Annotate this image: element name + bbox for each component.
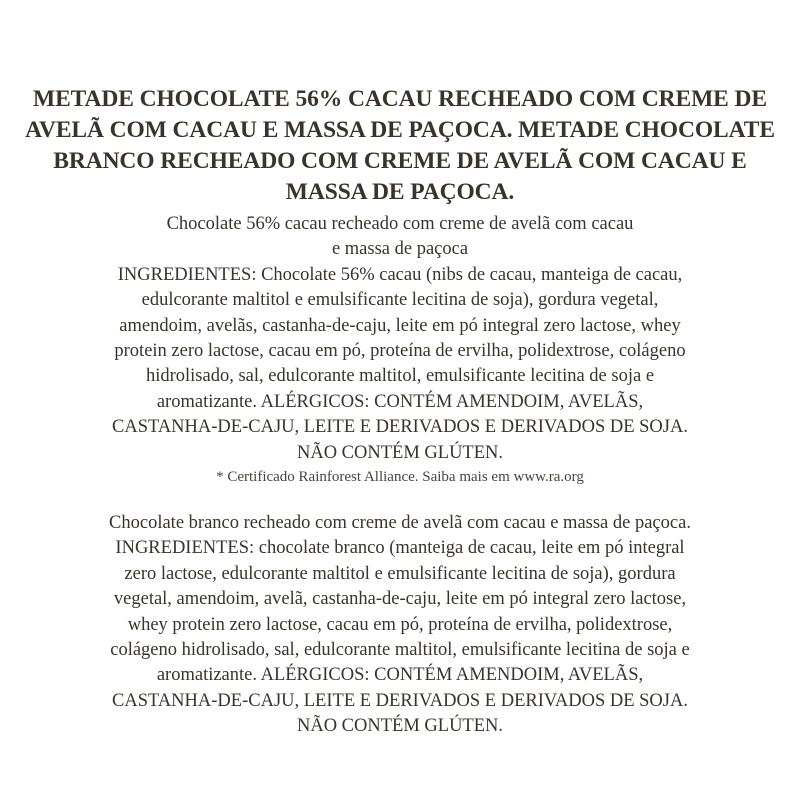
ingredient-line: INGREDIENTES: Chocolate 56% cacau (nibs de cacau, manteiga de cacau, bbox=[117, 264, 683, 285]
allergen-line: aromatizante. ALÉRGICOS: CONTÉM AMENDOIM, AVELÃS, bbox=[156, 665, 644, 686]
ingredient-line: hidrolisado, sal, edulcorante maltitol, emulsificante lecitina de soja e bbox=[145, 366, 655, 387]
dark-chocolate-ingredients bbox=[20, 212, 780, 488]
allergen-line: CASTANHA-DE-CAJU, LEITE E DERIVADOS E DERIVADOS DE SOJA. bbox=[112, 417, 688, 438]
certification-note: * Certificado Rainforest Alliance. Saiba mais em www.ra.org bbox=[216, 469, 584, 486]
ingredient-line: zero lactose, edulcorante maltitol e emulsificante lecitina de soja), gordura bbox=[124, 563, 676, 584]
headline-line: METADE CHOCOLATE 56% CACAU RECHEADO COM CREME DE bbox=[33, 86, 767, 112]
ingredient-line: vegetal, amendoim, avelã, castanha-de-caju, leite em pó integral zero lactose, bbox=[113, 589, 687, 610]
allergen-line: aromatizante. ALÉRGICOS: CONTÉM AMENDOIM, AVELÃS, bbox=[156, 391, 644, 412]
ingredient-line: protein zero lactose, cacau em pó, proteína de ervilha, polidextrose, colágeno bbox=[114, 341, 686, 362]
ingredient-line: INGREDIENTES: chocolate branco (manteiga de cacau, leite em pó integral bbox=[115, 538, 685, 559]
ingredient-line: e massa de paçoca bbox=[331, 239, 469, 260]
gluten-line: NÃO CONTÉM GLÚTEN. bbox=[296, 442, 504, 463]
ingredient-line: whey protein zero lactose, cacau em pó, proteína de ervilha, polidextrose, bbox=[127, 614, 673, 635]
ingredient-line: colágeno hidrolisado, sal, edulcorante maltitol, emulsificante lecitina de soja e bbox=[110, 640, 690, 661]
ingredient-line: edulcorante maltitol e emulsificante lecitina de soja), gordura vegetal, bbox=[141, 290, 659, 311]
product-headline bbox=[20, 84, 780, 208]
ingredient-line: amendoim, avelãs, castanha-de-caju, leite em pó integral zero lactose, whey bbox=[119, 315, 681, 336]
white-chocolate-ingredients bbox=[20, 511, 780, 740]
ingredient-line: Chocolate 56% cacau recheado com creme de avelã com cacau bbox=[166, 214, 634, 234]
headline-line: AVELÃ COM CACAU E MASSA DE PAÇOCA. METADE CHOCOLATE bbox=[25, 117, 775, 143]
allergen-line: CASTANHA-DE-CAJU, LEITE E DERIVADOS E DERIVADOS DE SOJA. bbox=[112, 690, 688, 711]
gluten-line: NÃO CONTÉM GLÚTEN. bbox=[296, 716, 504, 737]
headline-line: MASSA DE PAÇOCA. bbox=[285, 179, 515, 205]
ingredient-line: Chocolate branco recheado com creme de avelã com cacau e massa de paçoca. bbox=[109, 513, 691, 533]
headline-line: BRANCO RECHEADO COM CREME DE AVELÃ COM CACAU E bbox=[53, 148, 747, 174]
